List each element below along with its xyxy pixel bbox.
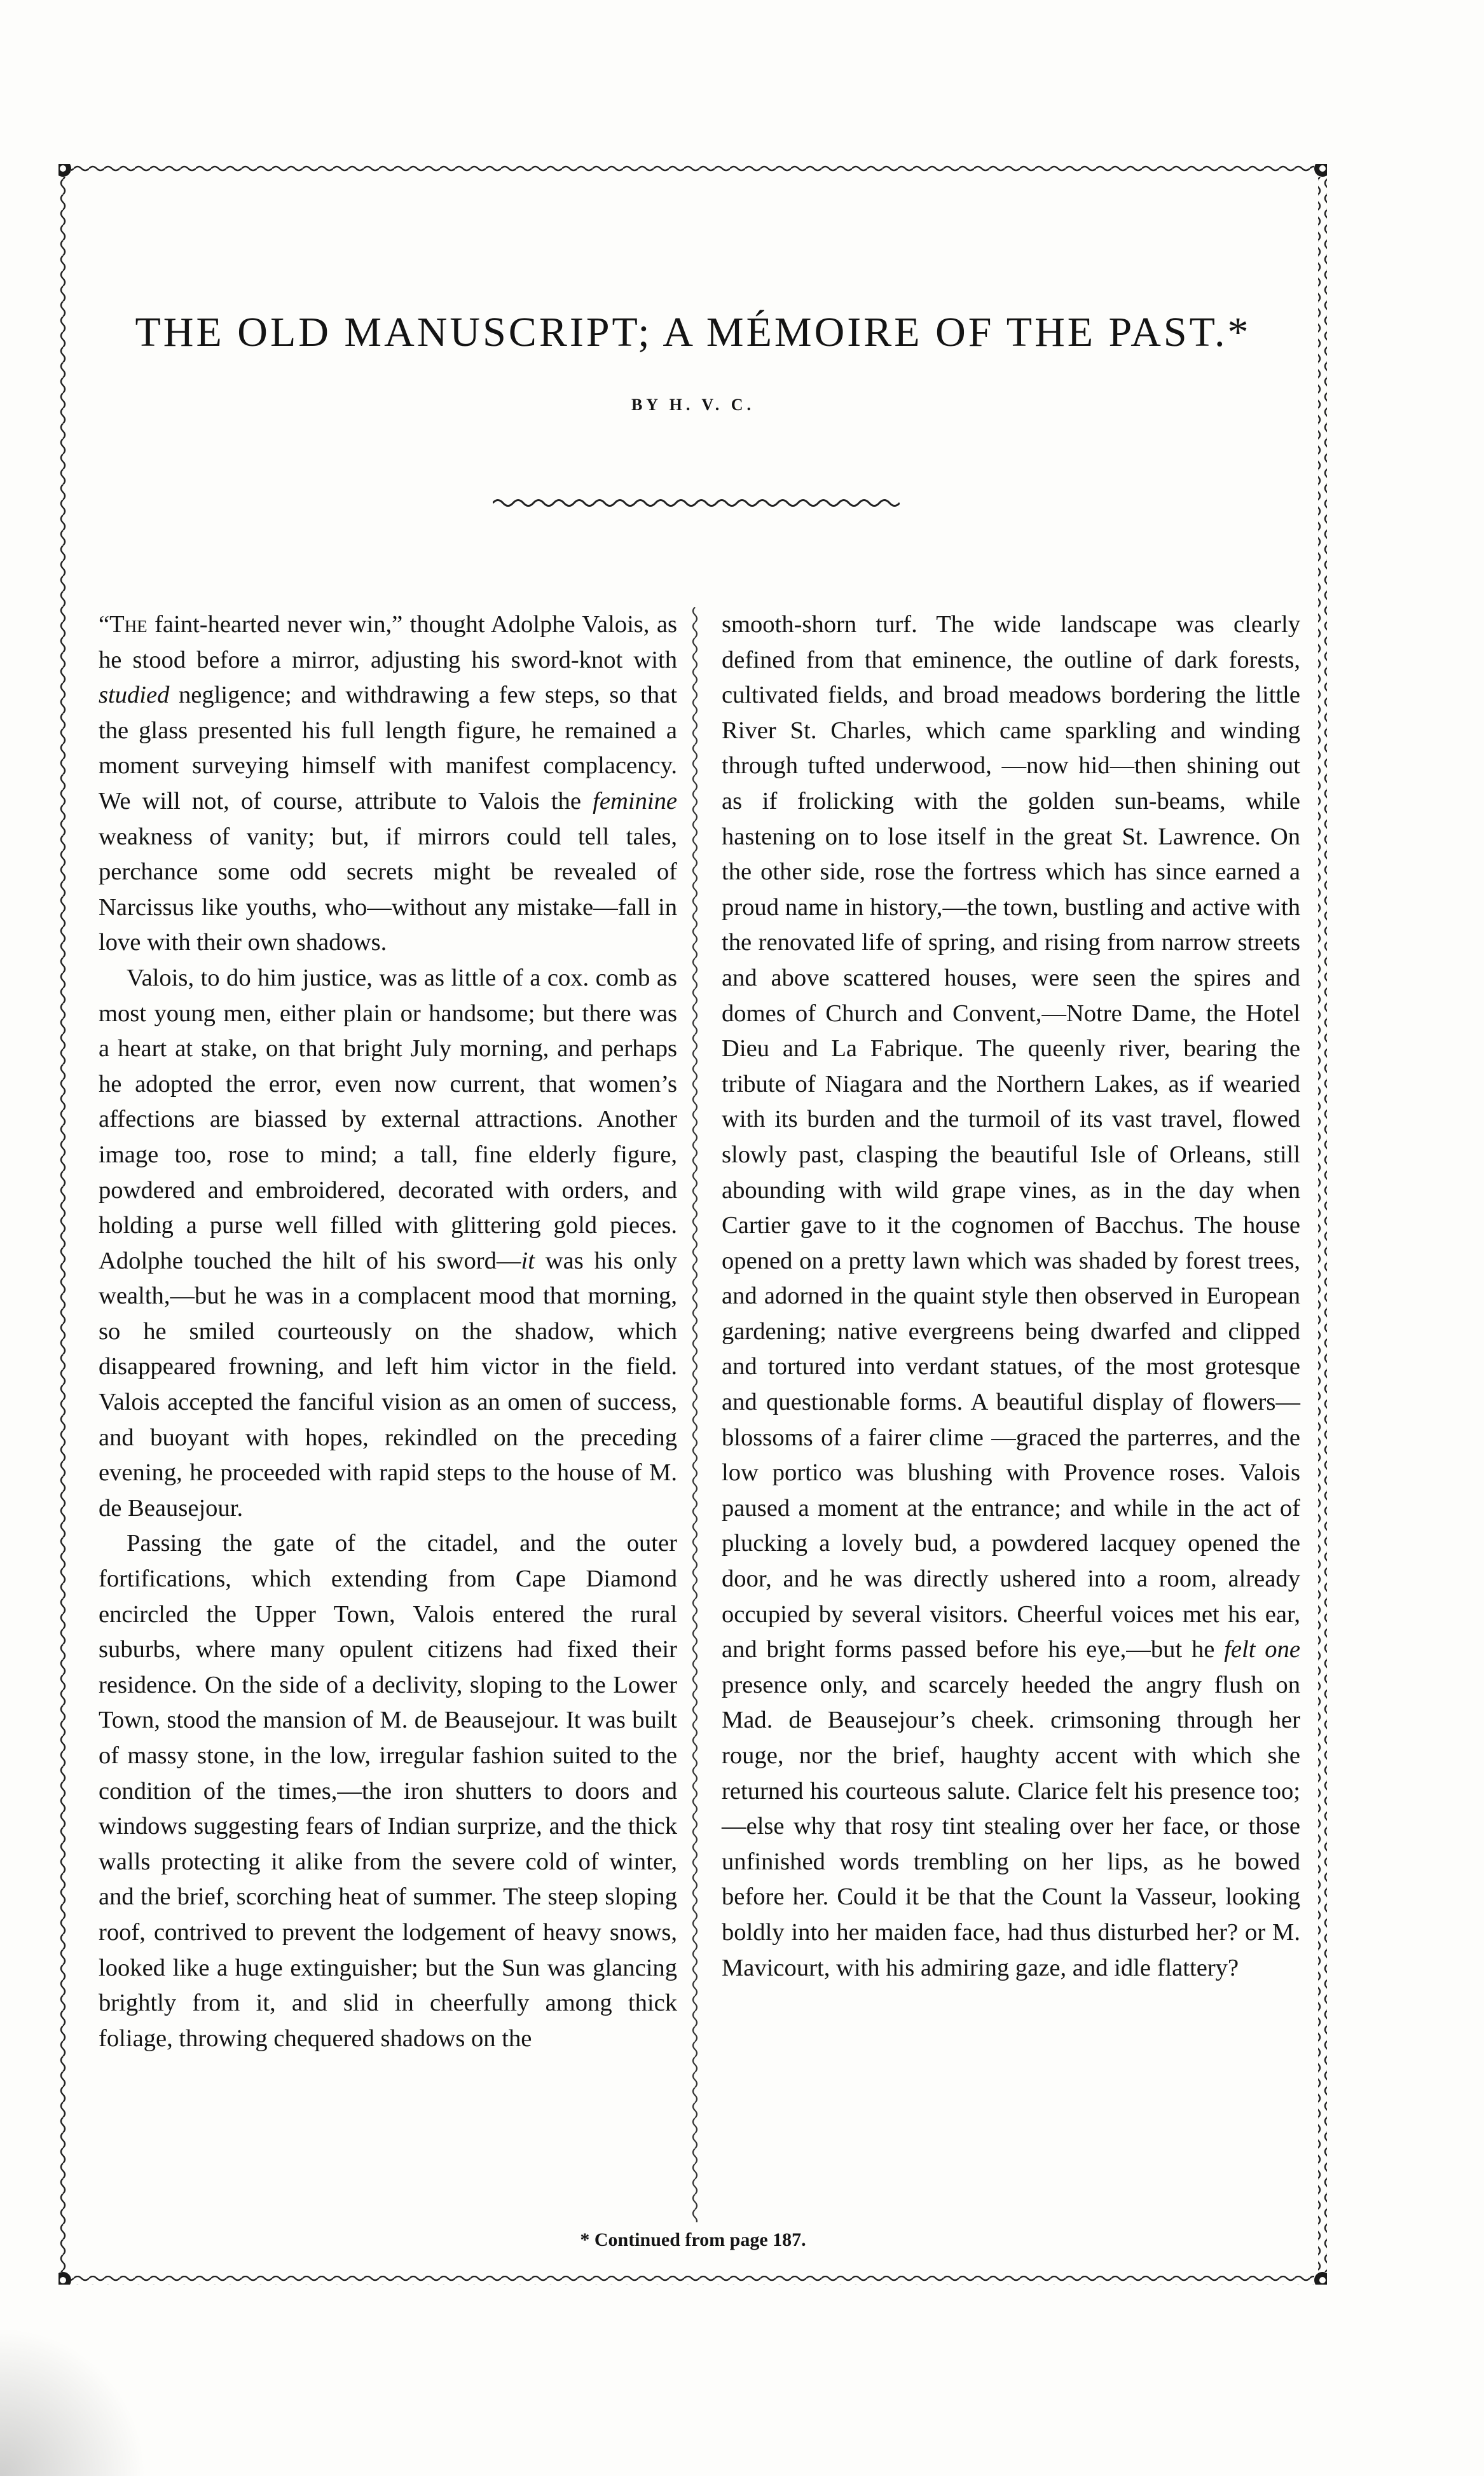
- text-run: was his only wealth,—but he was in a complacent mood that morning, so he smiled courteously on the shadow, which disappeared frowning, and left him victor in the field. Valois accepted the fanciful vision as an omen of success, and buoyant with hopes, rekindled on the preceding evening, he proceeded with rapid steps to the house of M. de Beausejour.: [99, 1247, 677, 1522]
- text-run: faint-hearted never win,” thought Adolphe Valois, as he stood before a mirror, adjusting his sword-knot with: [99, 611, 677, 673]
- byline: BY H. V. C.: [631, 395, 755, 414]
- drop-lead: “The: [99, 611, 148, 638]
- text-run: smooth-shorn turf. The wide landscape was clearly defined from that eminence, the outline of dark forests, cultivated fields, and broad meadows bordering the little River St. Charles, which came sparkling and winding through tufted underwood, —now hid—then shining out as if frolicking with the golden sun-beams, while hastening on to lose itself in the great St. Lawrence. On the other side, rose the fortress which has since earned a proud name in history,—the town, bustling and active with the renovated life of spring, and rising from narrow streets and above scattered houses, were seen the spires and domes of Church and Convent,—Notre Dame, the Hotel Dieu and La Fabrique. The queenly river, bearing the tribute of Niagara and the Northern Lakes, as if wearied with its burden and the turmoil of its vast travel, flowed slowly past, clasping the beautiful Isle of Orleans, still abounding with wild grape vines, as in the day when Cartier gave to it the cognomen of Bacchus. The house opened on a pretty lawn which was shaded by forest trees, and adorned in the quaint style then observed in European gardening; native evergreens being dwarfed and clipped and tortured into verdant statues, of the most grotesque and questionable forms. A beautiful display of flowers—blossoms of a fairer clime —graced the parterres, and the low portico was blushing with Provence roses. Valois paused a moment at the entrance; and while in the act of plucking a lovely bud, a powdered lacquey opened the door, and he was directly ushered into a room, already occupied by several visitors. Cheerful voices met his ear, and bright forms passed before his eye,—but he: [722, 611, 1300, 1663]
- border-left: [58, 177, 67, 2272]
- text-run: presence only, and scarcely heeded the angry flush on Mad. de Beausejour’s cheek. crimsoning through her rouge, nor the brief, haughty accent with which she returned his courteous salute. Clarice felt his presence too;—else why that rosy tint stealing over her face, or those unfinished words trembling on her lips, as he bowed before her. Could it be that the Count la Vasseur, looking boldly into her maiden face, had thus disturbed her? or M. Mavicourt, with his admiring gaze, and idle flattery?: [722, 1671, 1300, 1981]
- emphasis: felt one: [1224, 1636, 1300, 1663]
- emphasis: studied: [99, 682, 170, 709]
- paragraph: Passing the gate of the citadel, and the outer fortifications, which extending from Cape Diamond encircled the Upper Town, Valois entered the rural suburbs, where many opulent citizens had fixed their residence. On the side of a declivity, sloping to the Lower Town, stood the mansion of M. de Beausejour. It was built of massy stone, in the low, irregular fashion suited to the condition of the times,—the iron shutters to doors and windows suggesting fears of Indian surprize, and the thick walls protecting it alike from the severe cold of winter, and the brief, scorching heat of summer. The steep sloping roof, contrived to prevent the lodgement of heavy snows, looked like a huge extinguisher; but the Sun was glancing brightly from it, and slid in cheerfully among thick foliage, throwing chequered shadows on the: [99, 1530, 677, 2052]
- emphasis: feminine: [593, 787, 677, 815]
- text-run: Valois, to do him justice, was as little of a cox. comb as most young men, either plain or handsome; but there was a heart at stake, on that bright July morning, and perhaps he adopted the error, even now current, that women’s affections are biassed by external attractions. Another image too, rose to mind; a tall, fine elderly figure, powdered and embroidered, decorated with orders, and holding a purse well filled with glittering gold pieces. Adolphe touched the hilt of his sword—: [99, 964, 677, 1274]
- paragraph: [722, 607, 1300, 1986]
- page-edge-stain: [0, 2327, 146, 2476]
- corner-ornament-icon: [1314, 2272, 1327, 2285]
- paragraph: [99, 607, 677, 961]
- article-title: THE OLD MANUSCRIPT; A MÉMOIRE OF THE PAST.*: [135, 309, 1251, 355]
- footnote: * Continued from page 187.: [580, 2229, 806, 2250]
- corner-ornament-icon: [58, 164, 71, 177]
- left-column: [99, 607, 677, 2056]
- emphasis: it: [521, 1247, 535, 1274]
- border-bottom: [71, 2276, 1314, 2285]
- paragraph: [99, 961, 677, 1527]
- decorative-rule: [493, 496, 900, 510]
- corner-ornament-icon: [1314, 164, 1327, 177]
- text-run: negligence; and withdrawing a few steps, so that the glass presented his full length figure, he remained a moment surveying himself with manifest complacency. We will not, of course, attribute to Valois the: [99, 682, 677, 815]
- text-run: weakness of vanity; but, if mirrors could tell tales, perchance some odd secrets might be revealed of Narcissus like youths, who—without any mistake—fall in love with their own shadows.: [99, 823, 677, 956]
- border-right: [1318, 177, 1327, 2272]
- border-top: [71, 164, 1314, 173]
- column-divider: [690, 607, 700, 2222]
- corner-ornament-icon: [58, 2272, 71, 2285]
- right-column: [722, 607, 1300, 1986]
